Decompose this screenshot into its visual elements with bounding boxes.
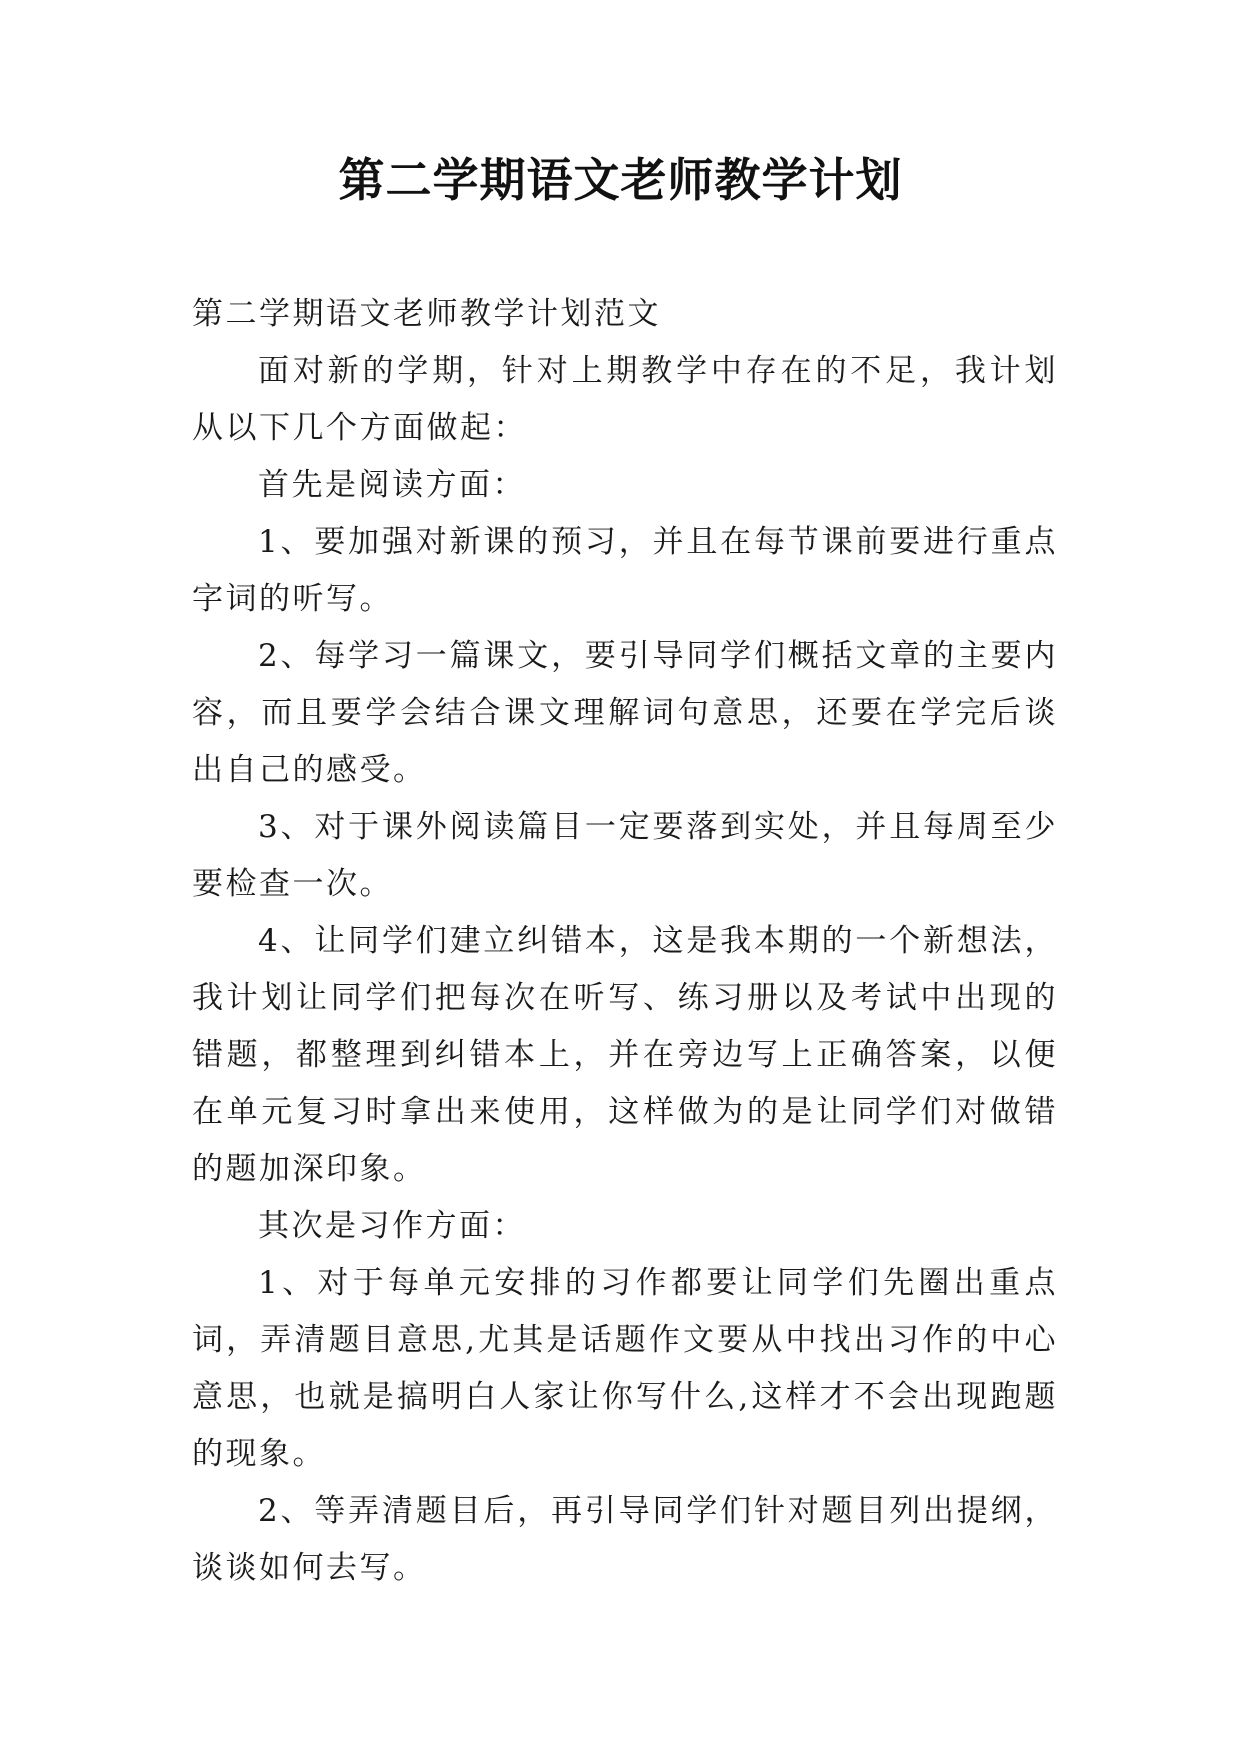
writing-item-1: 1、对于每单元安排的习作都要让同学们先圈出重点词，弄清题目意思,尤其是话题作文要从中找出习作的中心意思，也就是搞明白人家让你写什么,这样才不会出现跑题的现象。	[192, 1265, 1058, 1472]
section-heading-writing: 其次是习作方面：	[258, 1208, 526, 1244]
reading-item-4: 4、让同学们建立纠错本，这是我本期的一个新想法，我计划让同学们把每次在听写、练习册以及考试中出现的错题，都整理到纠错本上，并在旁边写上正确答案，以便在单元复习时拿出来使用，这样做为的是让同学们对做错的题加深印象。	[192, 923, 1058, 1187]
reading-item-2: 2、每学习一篇课文，要引导同学们概括文章的主要内容，而且要学会结合课文理解词句意思，还要在学完后谈出自己的感受。	[192, 638, 1058, 788]
writing-item-2: 2、等弄清题目后，再引导同学们针对题目列出提纲，谈谈如何去写。	[192, 1493, 1058, 1586]
reading-item-3: 3、对于课外阅读篇目一定要落到实处，并且每周至少要检查一次。	[192, 809, 1058, 902]
document-subtitle: 第二学期语文老师教学计划范文	[192, 296, 661, 332]
document-title: 第二学期语文老师教学计划	[338, 153, 903, 207]
reading-item-1: 1、要加强对新课的预习，并且在每节课前要进行重点字词的听写。	[192, 524, 1058, 617]
paragraph-intro: 面对新的学期，针对上期教学中存在的不足，我计划从以下几个方面做起：	[192, 353, 1058, 446]
document-body	[192, 286, 1058, 1597]
section-heading-reading: 首先是阅读方面：	[258, 467, 526, 503]
